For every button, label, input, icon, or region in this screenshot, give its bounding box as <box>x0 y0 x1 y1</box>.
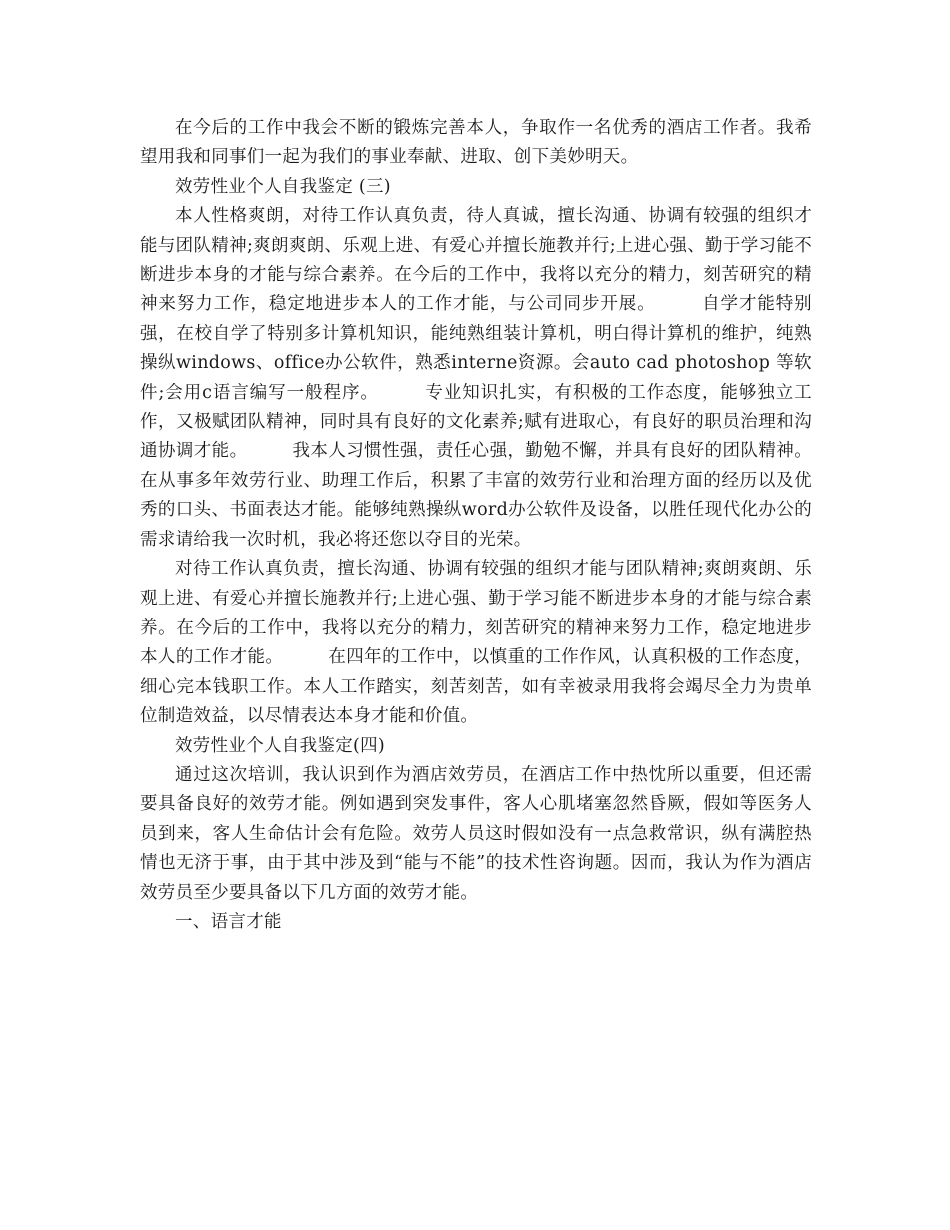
paragraph-personality: 本人性格爽朗，对待工作认真负责，待人真诚，擅长沟通、协调有较强的组织才能与团队精神;爽朗爽朗、乐观上进、有爱心并擅长施教并行;上进心强、勤于学习能不断进步本身的才能与综合素养。在今后的工作中，我将以充分的精力，刻苦研究的精神来努力工作，稳定地进步本人的工作才能，与公司同步开展。 自学才能特别强，在校自学了特别多计算机知识，能纯熟组装计算机，明白得计算机的维护，纯熟操纵windows、office办公软件，熟悉interne资源。会auto cad photoshop 等软件;会用c语言编写一般程序。 专业知识扎实，有积极的工作态度，能够独立工作，又极赋团队精神，同时具有良好的文化素养;赋有进取心，有良好的职员治理和沟通协调才能。 我本人习惯性强，责任心强，勤勉不懈，并具有良好的团队精神。在从事多年效劳行业、助理工作后，积累了丰富的效劳行业和治理方面的经历以及优秀的口头、书面表达才能。能够纯熟操纵word办公软件及设备，以胜任现代化办公的需求请给我一次时机，我必将还您以夺目的光荣。 <box>140 206 812 550</box>
subheading-language-ability: 一、语言才能 <box>175 911 282 932</box>
paragraph-work-attitude: 对待工作认真负责，擅长沟通、协调有较强的组织才能与团队精神;爽朗爽朗、乐观上进、有爱心并擅长施教并行;上进心强、勤于学习能不断进步本身的才能与综合素养。在今后的工作中，我将以充分的精力，刻苦研究的精神来努力工作，稳定地进步本人的工作才能。 在四年的工作中，以慎重的工作作风，认真积极的工作态度，细心完本钱职工作。本人工作踏实，刻苦刻苦，如有幸被录用我将会竭尽全力为贵单位制造效益，以尽情表达本身才能和价值。 <box>140 559 812 727</box>
paragraph-training: 通过这次培训，我认识到作为酒店效劳员，在酒店工作中热忱所以重要，但还需要具备良好的效劳才能。例如遇到突发事件，客人心肌堵塞忽然昏厥，假如等医务人员到来，客人生命估计会有危险。效劳人员这时假如没有一点急救常识，纵有满腔热情也无济于事，由于其中涉及到“能与不能”的技术性咨询题。因而，我认为作为酒店效劳员至少要具备以下几方面的效劳才能。 <box>140 764 812 903</box>
section-heading-three: 效劳性业个人自我鉴定 (三) <box>175 176 391 197</box>
document-body <box>140 114 812 937</box>
paragraph-closing-wish: 在今后的工作中我会不断的锻炼完善本人，争取作一名优秀的酒店工作者。我希望用我和同事们一起为我们的事业奉献、进取、创下美妙明天。 <box>140 118 812 168</box>
section-heading-four: 效劳性业个人自我鉴定(四) <box>175 735 386 756</box>
